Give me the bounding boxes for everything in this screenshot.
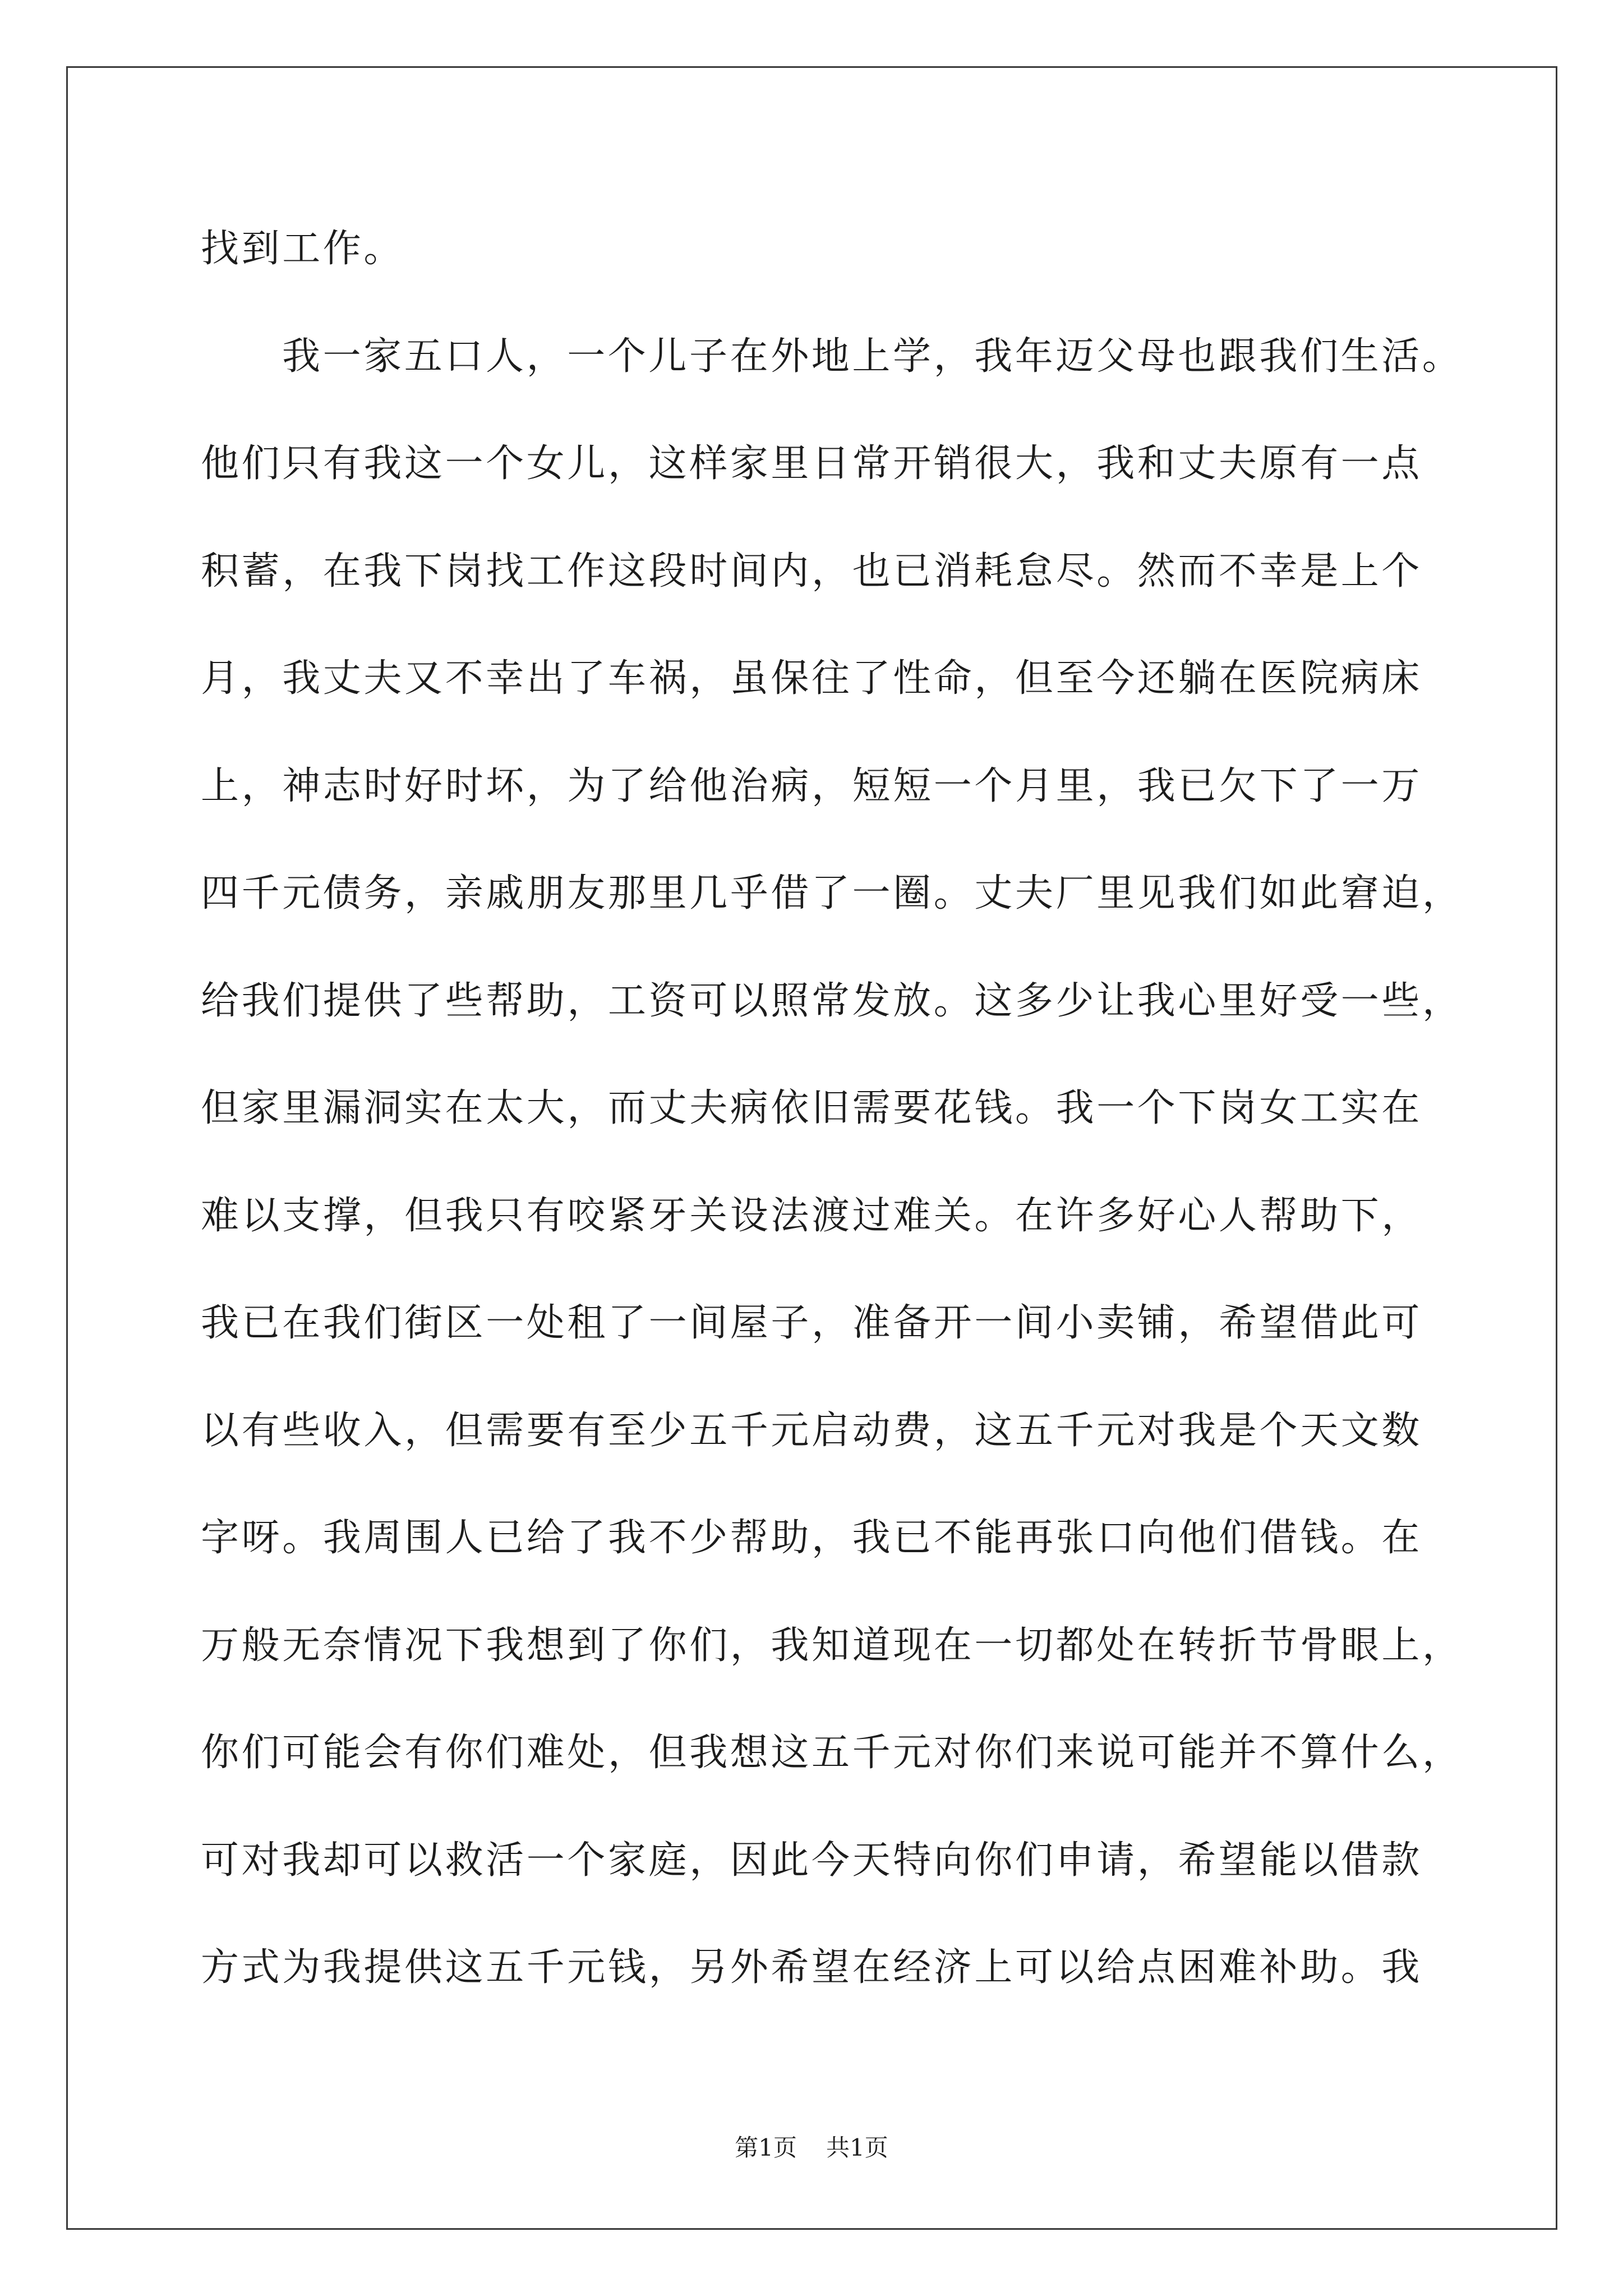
text-line: 但家里漏洞实在太大，而丈夫病依旧需要花钱。我一个下岗女工实在 [201, 1086, 1423, 1130]
text-line: 他们只有我这一个女儿，这样家里日常开销很大，我和丈夫原有一点 [201, 441, 1423, 486]
text-line: 月，我丈夫又不幸出了车祸，虽保往了性命，但至今还躺在医院病床 [201, 656, 1423, 701]
page-count: 共1页 [826, 2134, 888, 2161]
text-line: 可对我却可以救活一个家庭，因此今天特向你们申请，希望能以借款 [201, 1838, 1423, 1883]
text-line: 难以支撑，但我只有咬紧牙关设法渡过难关。在许多好心人帮助下， [201, 1193, 1423, 1238]
text-line: 万般无奈情况下我想到了你们，我知道现在一切都处在转折节骨眼上， [201, 1623, 1463, 1668]
text-line: 上，神志时好时坏，为了给他治病，短短一个月里，我已欠下了一万 [201, 763, 1423, 808]
text-line: 我一家五口人，一个儿子在外地上学，我年迈父母也跟我们生活。 [282, 334, 1463, 379]
text-line: 你们可能会有你们难处，但我想这五千元对你们来说可能并不算什么， [201, 1731, 1463, 1775]
paragraph [201, 303, 1536, 2022]
page-number: 第1页 [735, 2134, 797, 2161]
text-line: 找到工作。 [201, 227, 405, 271]
paragraph [201, 195, 1536, 303]
text-line: 给我们提供了些帮助，工资可以照常发放。这多少让我心里好受一些， [201, 978, 1463, 1023]
text-line: 四千元债务，亲戚朋友那里几乎借了一圈。丈夫厂里见我们如此窘迫， [201, 871, 1463, 915]
text-line: 积蓄，在我下岗找工作这段时间内，也已消耗怠尽。然而不幸是上个 [201, 549, 1423, 593]
page-footer [0, 2129, 1623, 2166]
text-line: 方式为我提供这五千元钱，另外希望在经济上可以给点困难补助。我 [201, 1945, 1423, 1990]
document-body [201, 195, 1536, 2022]
text-line: 字呀。我周围人已给了我不少帮助，我已不能再张口向他们借钱。在 [201, 1516, 1423, 1560]
text-line: 我已在我们街区一处租了一间屋子，准备开一间小卖铺，希望借此可 [201, 1301, 1423, 1345]
text-line: 以有些收入，但需要有至少五千元启动费，这五千元对我是个天文数 [201, 1408, 1423, 1453]
